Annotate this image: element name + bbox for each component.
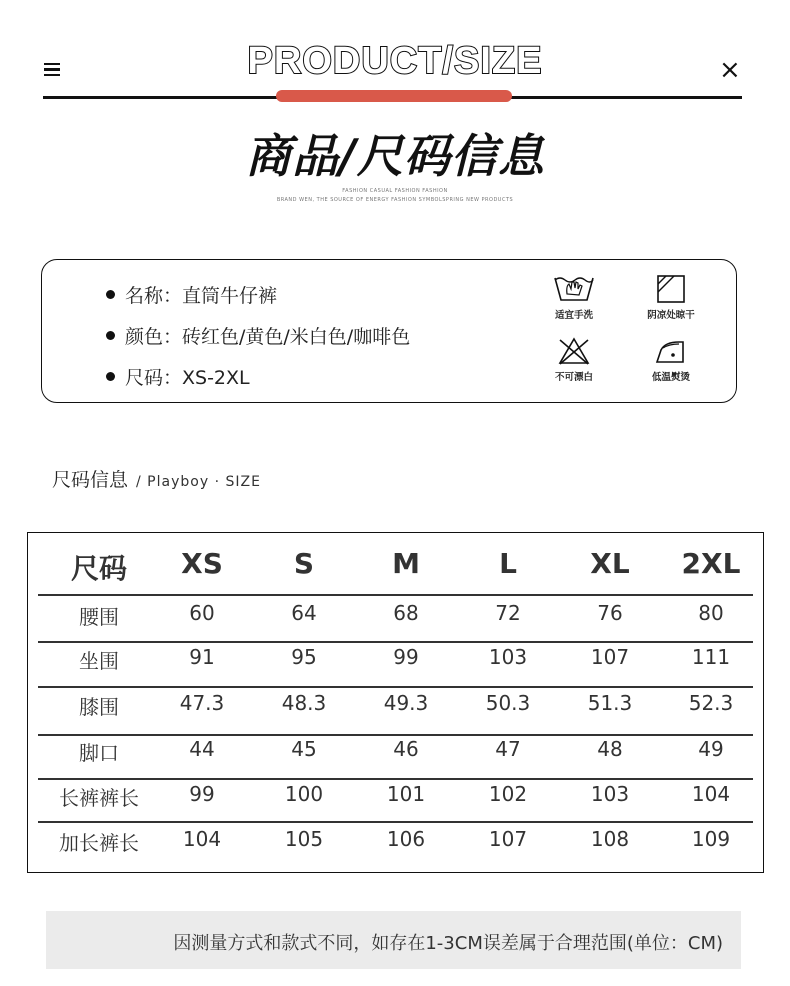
table-cell: 72 <box>495 601 521 625</box>
table-cell: 52.3 <box>688 691 734 715</box>
table-cell: 103 <box>488 645 528 669</box>
table-cell: 44 <box>189 737 215 761</box>
care-no-bleach <box>539 336 609 383</box>
table-cell: 47.3 <box>179 691 225 715</box>
product-colors: 颜色：砖红色/黄色/米白色/咖啡色 <box>125 326 411 348</box>
info-row-color <box>106 322 410 349</box>
menu-icon[interactable] <box>44 63 60 77</box>
care-shade-dry <box>636 274 706 321</box>
table-cell: 111 <box>691 645 731 669</box>
measurement-label: 膝围 <box>79 695 119 719</box>
size-header-label: 尺码 <box>70 552 127 585</box>
info-row-name <box>106 281 277 308</box>
table-cell: 95 <box>291 645 317 669</box>
info-row-size <box>106 363 250 390</box>
section-title: 尺码信息 <box>52 469 129 491</box>
table-cell: 101 <box>386 782 426 806</box>
note-box <box>46 911 741 969</box>
measurement-label: 长裤裤长 <box>59 786 139 810</box>
table-cell: 99 <box>393 645 419 669</box>
table-row-divider <box>38 686 753 688</box>
size-header-cell: M <box>392 547 420 580</box>
table-cell: 45 <box>291 737 317 761</box>
product-name: 名称：直筒牛仔裤 <box>125 285 278 307</box>
table-cell: 99 <box>189 782 215 806</box>
hand-wash-icon <box>552 274 596 304</box>
no-bleach-icon <box>552 336 596 366</box>
table-cell: 76 <box>597 601 623 625</box>
table-row-divider <box>38 734 753 736</box>
care-low-iron <box>636 336 706 383</box>
bullet-icon <box>106 372 115 381</box>
table-cell: 49 <box>698 737 724 761</box>
note-text: 因测量方式和款式不同，如存在1-3CM误差属于合理范围(单位：CM) <box>173 933 723 954</box>
banner-title: PRODUCT/SIZE <box>247 40 543 82</box>
measurement-label: 坐围 <box>79 649 119 673</box>
table-row-divider <box>38 641 753 643</box>
size-header-cell: XS <box>181 547 223 580</box>
table-cell: 103 <box>590 782 630 806</box>
product-sizes: 尺码：XS-2XL <box>125 367 250 389</box>
table-cell: 105 <box>284 827 324 851</box>
table-cell: 46 <box>393 737 419 761</box>
table-cell: 91 <box>189 645 215 669</box>
size-header-cell: XL <box>590 547 630 580</box>
table-cell: 109 <box>691 827 731 851</box>
table-row-divider <box>38 778 753 780</box>
size-header-cell: S <box>293 547 315 580</box>
tagline-secondary: BRAND WEN, THE SOURCE OF ENERGY FASHION SYMBOLSPRING NEW PRODUCTS <box>276 197 514 203</box>
table-cell: 104 <box>182 827 222 851</box>
table-row-divider <box>38 821 753 823</box>
table-cell: 106 <box>386 827 426 851</box>
care-label: 低温熨烫 <box>651 372 690 383</box>
table-row-divider <box>38 594 753 596</box>
measurement-label: 腰围 <box>79 605 119 629</box>
table-cell: 107 <box>590 645 630 669</box>
table-cell: 64 <box>291 601 317 625</box>
page-heading: 商品/尺码信息 <box>245 129 545 183</box>
table-cell: 107 <box>488 827 528 851</box>
product-info-card <box>41 259 737 403</box>
table-cell: 68 <box>393 601 419 625</box>
section-subtitle: / Playboy · SIZE <box>136 474 261 490</box>
table-cell: 80 <box>698 601 724 625</box>
table-cell: 50.3 <box>485 691 531 715</box>
bullet-icon <box>106 290 115 299</box>
measurement-label: 脚口 <box>79 741 119 765</box>
size-table <box>27 532 764 873</box>
shade-dry-icon <box>649 274 693 304</box>
close-icon[interactable]: × <box>719 55 741 85</box>
table-cell: 48 <box>597 737 623 761</box>
table-cell: 100 <box>284 782 324 806</box>
section-label <box>52 465 261 492</box>
table-cell: 48.3 <box>281 691 327 715</box>
size-header-cell: 2XL <box>681 547 741 580</box>
table-cell: 51.3 <box>587 691 633 715</box>
measurement-label: 加长裤长 <box>59 831 139 855</box>
care-hand-wash <box>539 274 609 321</box>
table-cell: 49.3 <box>383 691 429 715</box>
care-label: 不可漂白 <box>554 372 593 383</box>
table-cell: 47 <box>495 737 521 761</box>
care-label: 适宜手洗 <box>554 310 593 321</box>
size-header-cell: L <box>499 547 517 580</box>
accent-bar <box>276 90 512 102</box>
table-cell: 60 <box>189 601 215 625</box>
table-cell: 102 <box>488 782 528 806</box>
care-label: 阴凉处晾干 <box>647 310 695 321</box>
tagline-primary: FASHION CASUAL FASHION FASHION <box>342 188 448 194</box>
table-cell: 108 <box>590 827 630 851</box>
bullet-icon <box>106 331 115 340</box>
table-cell: 104 <box>691 782 731 806</box>
low-iron-icon <box>649 336 693 366</box>
